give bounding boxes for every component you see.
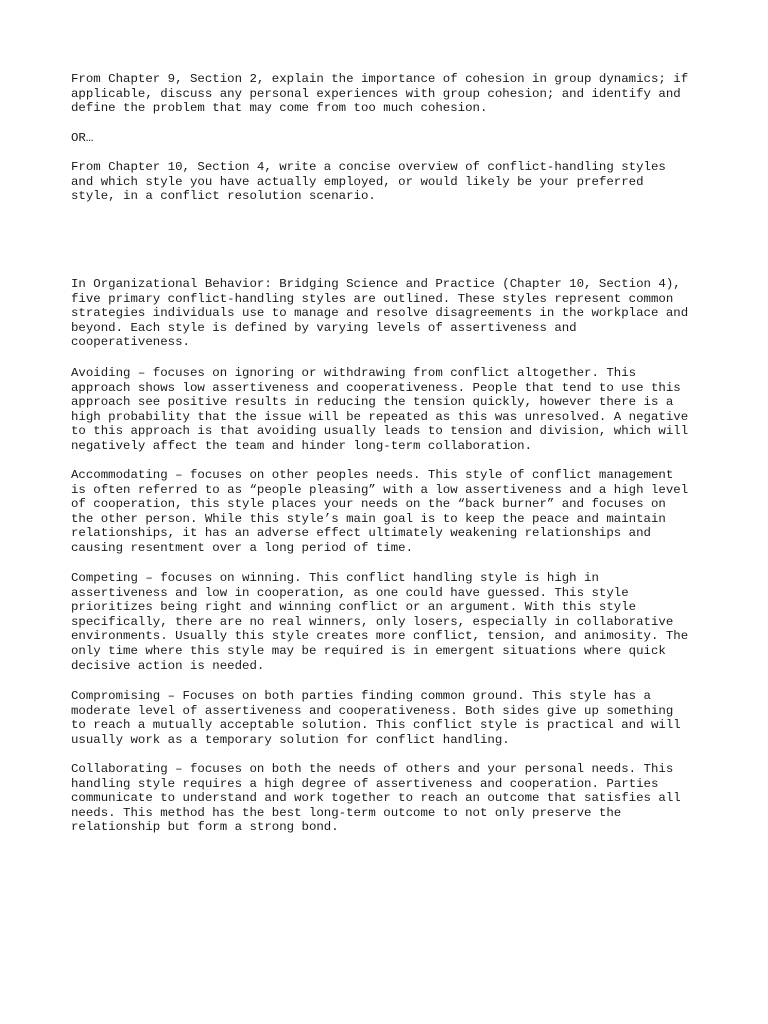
- compromising-paragraph: Compromising – Focuses on both parties finding common ground. This style has a moderate level of assertiveness and cooperativeness. Both sides give up something to reach a mutually acceptable solution. This conflict style is practical and will usually work as a temporary solution for conflict handling.: [71, 689, 681, 747]
- avoiding-paragraph: Avoiding – focuses on ignoring or withdrawing from conflict altogether. This approach shows low assertiveness and cooperativeness. People that tend to use this approach see positive results in reducing the tension quickly, however there is a high probability that the issue will be repeated as this was unresolved. A negative to this approach is that avoiding usually leads to tension and division, which will negatively affect the team and hinder long-term collaboration.: [71, 366, 689, 453]
- accommodating-paragraph: Accommodating – focuses on other peoples needs. This style of conflict management is often referred to as “people pleasing” with a low assertiveness and a high level of cooperation, this style places your needs on the “back burner” and focuses on the other person. While this style’s main goal is to keep the peace and maintain relationships, it has an adverse effect ultimately weakening relationships and causing resentment over a long period of time.: [71, 468, 689, 555]
- competing-paragraph: Competing – focuses on winning. This conflict handling style is high in assertiveness and low in cooperation, as one could have guessed. This style prioritizes being right and winning conflict or an argument. With this style specifically, there are no real winners, only losers, especially in collaborative environments. Usually this style creates more conflict, tension, and animosity. The only time where this style may be required is in emergent situations where quick decisive action is needed.: [71, 571, 689, 673]
- prompt-option-1: From Chapter 9, Section 2, explain the importance of cohesion in group dynamics; if applicable, discuss any personal experiences with group cohesion; and identify and define the problem that may come from too much cohesion.: [71, 72, 689, 116]
- prompt-option-2: From Chapter 10, Section 4, write a concise overview of conflict-handling styles and which style you have actually employed, or would likely be your preferred style, in a conflict resolution scenario.: [71, 160, 666, 204]
- or-separator: OR…: [71, 131, 94, 145]
- collaborating-paragraph: Collaborating – focuses on both the needs of others and your personal needs. This handling style requires a high degree of assertiveness and cooperation. Parties communicate to understand and work together to reach an outcome that satisfies all needs. This method has the best long-term outcome to not only preserve the relationship but form a strong bond.: [71, 762, 681, 835]
- intro-paragraph: In Organizational Behavior: Bridging Science and Practice (Chapter 10, Section 4), five primary conflict-handling styles are outlined. These styles represent common strategies individuals use to manage and resolve disagreements in the workplace and beyond. Each style is defined by varying levels of assertiveness and cooperativeness.: [71, 277, 689, 350]
